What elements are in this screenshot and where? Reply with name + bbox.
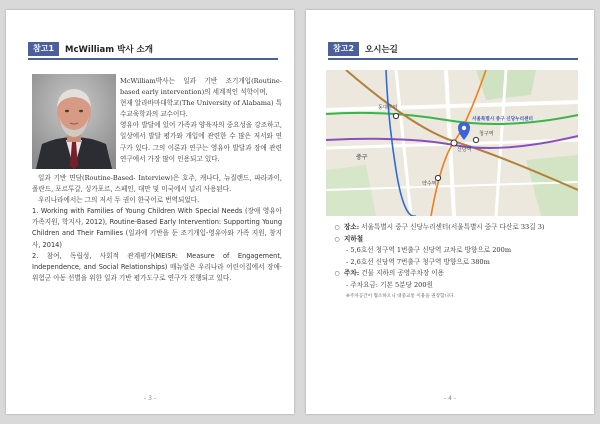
bullet-circle-icon: ○ <box>334 224 340 231</box>
section-rule <box>28 58 278 60</box>
page-number: - 3 - <box>144 395 156 402</box>
portrait-photo <box>32 74 116 169</box>
map-image <box>326 70 578 216</box>
section-title: 오시는길 <box>365 45 398 55</box>
subway-label: 지하철 <box>344 234 364 243</box>
bio-paragraph: 일과 기반 면담(Routine-Based- Interview)은 호주, 캐나다, 뉴질랜드, 파라과이, 폴란드, 포르투갈, 싱가포르, 스페인, 대만 및 미국에서 널리 사용된다. <box>32 174 282 194</box>
map-label-station: 동대문역 <box>378 105 398 111</box>
location-map[interactable] <box>326 70 578 216</box>
directions-info <box>334 222 584 303</box>
map-label-station: 약수역 <box>422 181 437 187</box>
place-row <box>334 222 584 234</box>
subway-route-text: 2,6호선 신당역 7번출구 청구역 방향으로 380m <box>350 257 490 266</box>
parking-note: ※주차공간이 협소하오니 대중교통 이용을 권장합니다. <box>346 294 455 299</box>
parking-row <box>334 268 584 280</box>
page-left <box>6 10 294 414</box>
bio-paragraph: 현재 알라바마대학교(The University of Alabama) 특수교육학과의 교수이다. <box>120 99 282 119</box>
bio-paragraph: 우리나라에서는 그의 저서 두 권이 한국어로 번역되었다. <box>38 196 200 205</box>
section-header <box>328 42 398 56</box>
page-right <box>306 10 594 414</box>
bio-paragraph: 영유아 발달에 있어 가족과 양육자의 중요성을 강조하고, 일상에서 발달 평가와 개입에 관련한 수 많은 저서와 연구가 있다. 그의 이론과 연구는 영유아 발달과 장애 관련 연구에서 가장 많이 인용되고 있다. <box>120 121 282 163</box>
section-rule <box>328 58 578 60</box>
parking-label: 주차: <box>344 269 360 277</box>
place-value: 서울특별시 중구 신당누리센터(서울특별시 중구 다산로 33길 3) <box>361 223 545 231</box>
portrait-image <box>32 74 116 169</box>
section-header <box>28 42 153 56</box>
place-label: 장소: <box>344 223 360 231</box>
bullet-circle-icon: ○ <box>334 235 340 243</box>
book-item-2: 2. 참여, 독립성, 사회적 관계평가(MEISR: Measure of Engagement, Independence, and Social Relationships) 매뉴얼은 우리나라 어린이집에서 장애·위험군 아동 선별을 위한 일과 기반 평가도구로 연구가 진행되고 있다. <box>32 251 282 282</box>
subway-route-text: 5,6호선 청구역 1번출구 신당역 교차로 방향으로 200m <box>350 246 512 254</box>
bio-body <box>32 173 282 284</box>
parking-fee: - 주차요금: 기본 5분당 200원 <box>346 280 433 289</box>
parking-fee-text: 주차요금: 기본 5분당 200원 <box>350 280 433 289</box>
section-tag: 참고2 <box>328 42 359 56</box>
parking-value: 건물 지하의 공영주차장 이용 <box>361 269 445 277</box>
bio-paragraph: McWilliam박사는 일과 기반 조기개입(Routine-based early intervention)의 세계적인 석학이며, <box>120 77 282 97</box>
subway-row <box>334 234 584 246</box>
map-label-station: 청구역 <box>479 131 494 137</box>
book-item-1: 1. Working with Families of Young Children With Special Needs (장애 영유아 가족지원, 학지사, 2012), Routine-Based Early Intervention: Supporting Young Children and Their Families (일과에 기반을 둔 조기개입-영유아와 가족 지원, 창지사, 2014) <box>32 207 282 249</box>
map-label-venue: 서울특별시 중구 신당누리센터 <box>472 117 533 122</box>
section-tag: 참고1 <box>28 42 59 56</box>
bullet-circle-icon: ○ <box>334 270 340 277</box>
page-number: - 4 - <box>444 395 456 402</box>
subway-route-2: - 2,6호선 신당역 7번출구 청구역 방향으로 380m <box>346 257 490 266</box>
map-label-station: 신당역 <box>457 147 472 153</box>
bio-intro <box>120 76 282 165</box>
section-title: McWilliam 박사 소개 <box>65 45 153 55</box>
subway-route-1: - 5,6호선 청구역 1번출구 신당역 교차로 방향으로 200m <box>346 246 512 254</box>
map-label-district: 중구 <box>356 154 368 161</box>
